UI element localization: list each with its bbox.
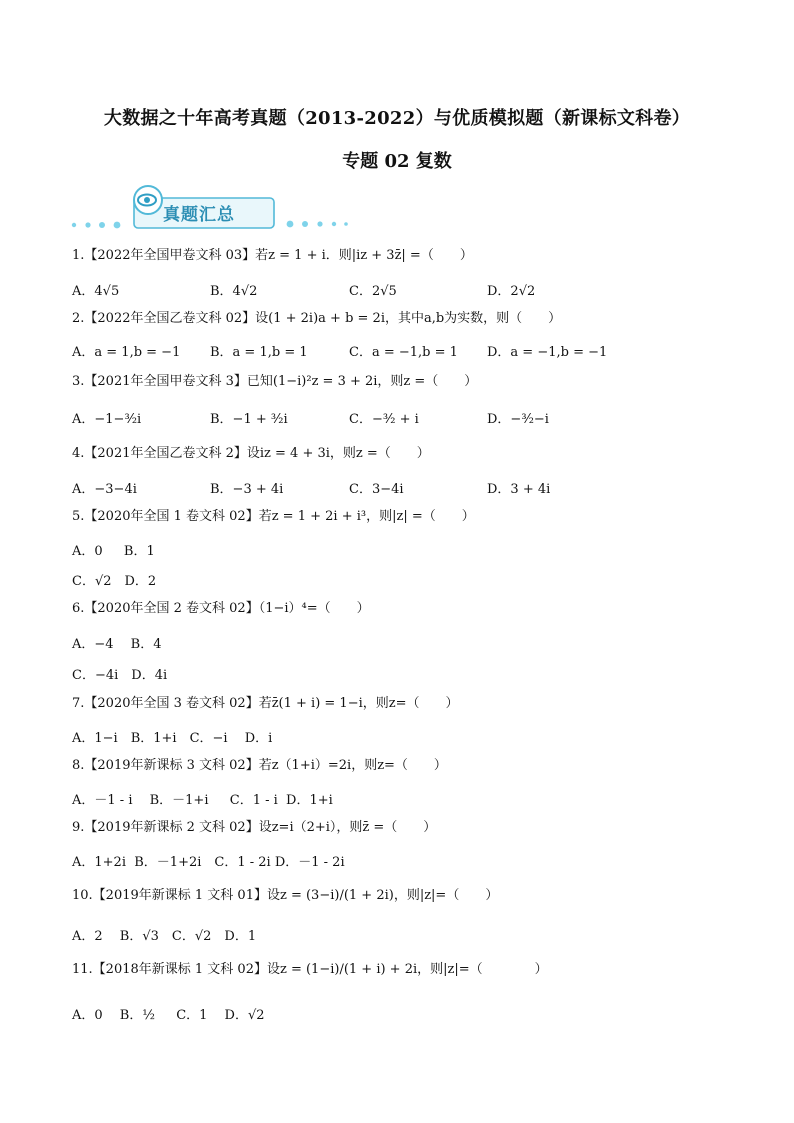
question-3-option-d: D．−³⁄₂−i [487, 412, 549, 427]
question-9-options: A．1+2i B．－1+2i C．1 - 2i D．－1 - 2i [72, 855, 345, 870]
question-5-stem: 5.【2020年全国 1 卷文科 02】若z = 1 + 2i + i³，则|z| =（ ） [72, 509, 475, 524]
question-1-option-b: B．4√2 [210, 284, 258, 299]
question-2-option-d: D．a = −1,b = −1 [487, 345, 608, 360]
question-10-options: A．2 B．√3 C．√2 D．1 [72, 929, 257, 944]
question-4-option-c: C．3−4i [349, 482, 404, 497]
question-2-option-a: A．a = 1,b = −1 [72, 345, 181, 360]
question-1-option-c: C．2√5 [349, 284, 397, 299]
eye-icon [136, 190, 158, 210]
question-8-stem: 8.【2019年新课标 3 文科 02】若z（1+i）=2i，则z=（ ） [72, 758, 447, 773]
question-3-option-a: A．−1−³⁄₂i [72, 412, 142, 427]
question-10-stem: 10.【2019年新课标 1 文科 01】设z = (3−i)/(1 + 2i)，则|z|=（ ） [72, 888, 499, 903]
page-title: 大数据之十年高考真题（2013-2022）与优质模拟题（新课标文科卷） [103, 108, 691, 129]
question-11-options: A．0 B．½ C．1 D．√2 [72, 1008, 265, 1023]
banner-label: 真题汇总 [163, 205, 235, 225]
question-6-options-line-2: C．−4i D．4i [72, 668, 168, 683]
question-2-option-b: B．a = 1,b = 1 [210, 345, 308, 360]
question-3-option-c: C．−³⁄₂ + i [349, 412, 419, 427]
question-4-option-b: B．−3 + 4i [210, 482, 284, 497]
question-6-options-line-1: A．−4 B．4 [72, 637, 162, 652]
question-1-option-d: D．2√2 [487, 284, 536, 299]
page-subtitle: 专题 02 复数 [342, 151, 452, 172]
question-4-option-d: D．3 + 4i [487, 482, 551, 497]
question-3-option-b: B．−1 + ³⁄₂i [210, 412, 288, 427]
question-4-stem: 4.【2021年全国乙卷文科 2】设iz = 4 + 3i，则z =（ ） [72, 446, 430, 461]
question-1-stem: 1.【2022年全国甲卷文科 03】若z = 1 + i．则|iz + 3z̄| =（ ） [72, 248, 473, 263]
question-9-stem: 9.【2019年新课标 2 文科 02】设z=i（2+i），则z̄ =（ ） [72, 820, 437, 835]
question-2-option-c: C．a = −1,b = 1 [349, 345, 458, 360]
question-5-options-line-1: A．0 B．1 [72, 544, 155, 559]
question-3-stem: 3.【2021年全国甲卷文科 3】已知(1−i)²z = 3 + 2i，则z =（ ） [72, 374, 478, 389]
question-5-options-line-2: C．√2 D．2 [72, 574, 157, 589]
question-11-stem: 11.【2018年新课标 1 文科 02】设z = (1−i)/(1 + i) + 2i，则|z|=（ ） [72, 962, 548, 977]
question-2-stem: 2.【2022年全国乙卷文科 02】设(1 + 2i)a + b = 2i，其中a,b为实数，则（ ） [72, 311, 562, 326]
question-6-stem: 6.【2020年全国 2 卷文科 02】（1−i）⁴=（ ） [72, 601, 370, 616]
question-1-option-a: A．4√5 [72, 284, 120, 299]
question-4-option-a: A．−3−4i [72, 482, 137, 497]
question-8-options: A．－1 - i B．－1+i C．1 - i D．1+i [72, 793, 333, 808]
question-7-stem: 7.【2020年全国 3 卷文科 02】若z̄(1 + i) = 1−i，则z=（ ） [72, 696, 459, 711]
question-7-options: A．1−i B．1+i C．−i D．i [72, 731, 273, 746]
